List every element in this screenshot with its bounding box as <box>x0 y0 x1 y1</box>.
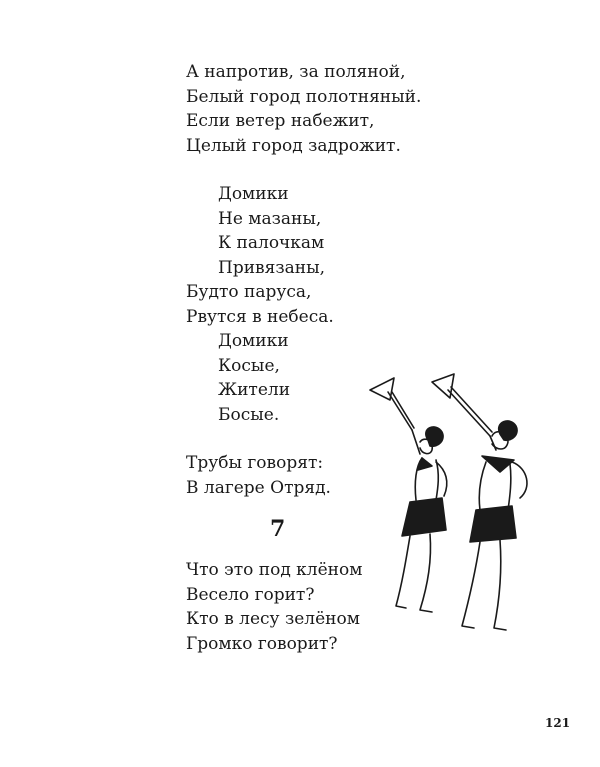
poem-line: Рвутся в небеса. <box>186 306 334 327</box>
poem-line: Домики <box>218 331 289 351</box>
section-number: 7 <box>270 516 286 542</box>
poem-line: А напротив, за поляной, <box>186 62 406 82</box>
poem-line: Косые, <box>218 355 280 376</box>
leg-right-a <box>462 542 480 628</box>
arm-hip-right <box>512 462 527 498</box>
leg-left-b <box>420 534 432 612</box>
bugle-bell-right <box>432 374 454 398</box>
stanza-1 <box>186 60 486 158</box>
leg-left-a <box>396 536 410 608</box>
pioneer-right <box>462 421 527 630</box>
poem-line: Кто в лесу зелёном <box>186 609 360 629</box>
shorts-left <box>402 498 446 536</box>
poem-line: Босые. <box>218 404 280 425</box>
chest-right <box>508 464 511 510</box>
bugle-tube-right <box>448 390 490 436</box>
two-pioneers-with-bugles-illustration <box>350 370 550 650</box>
arm-raised-left <box>412 430 420 454</box>
hair-left <box>426 427 443 446</box>
poem-line: Не мазаны, <box>218 208 322 229</box>
poem-line: Целый город задрожит. <box>186 135 401 156</box>
shorts-right <box>470 506 516 542</box>
back-right <box>479 462 486 510</box>
pioneer-left <box>396 427 447 612</box>
poem-line: В лагере Отряд. <box>186 477 331 498</box>
page-number: 121 <box>545 716 571 730</box>
bugle-tube-left-edge <box>392 392 414 428</box>
arm-raised-right <box>490 436 496 450</box>
poem-line: Весело горит? <box>186 584 315 605</box>
poem-line: Домики <box>218 184 289 204</box>
poem-line: Если ветер набежит, <box>186 111 375 131</box>
leg-right-b <box>494 540 506 630</box>
poem-line: Трубы говорят: <box>186 453 324 473</box>
bugle-tube-right-edge <box>451 387 492 432</box>
chest-left <box>436 460 438 500</box>
poem-line: Будто паруса, <box>186 282 312 302</box>
poem-line: К палочкам <box>218 233 325 253</box>
poem-line: Громко говорит? <box>186 633 338 654</box>
poem-line: Жители <box>218 380 291 400</box>
poem-line: Белый город полотняный. <box>186 86 422 107</box>
bugle-tube-left <box>388 392 412 430</box>
stanza-gap <box>186 158 486 182</box>
poem-line: Что это под клёном <box>186 560 363 580</box>
poem-line: Привязаны, <box>218 257 326 278</box>
